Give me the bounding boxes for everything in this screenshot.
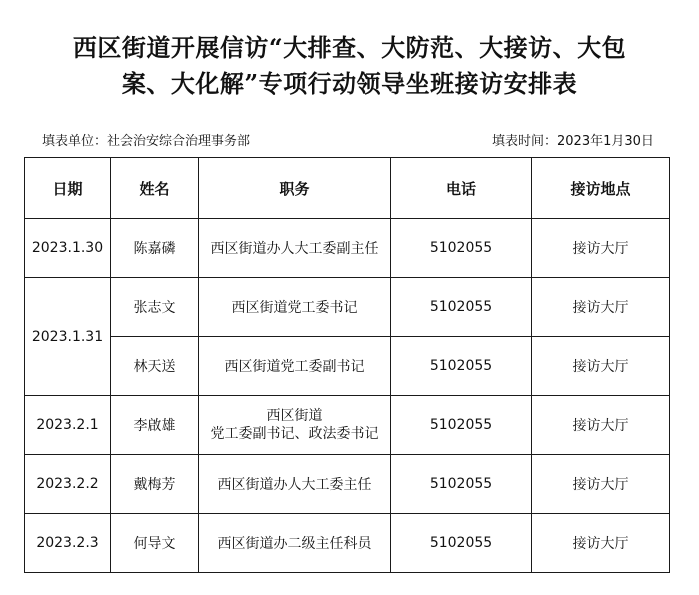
cell-phone: 5102055 [391, 514, 532, 573]
fill-date: 填表时间：2023年1月30日 [492, 134, 654, 149]
cell-name: 戴梅芳 [111, 455, 199, 514]
cell-location: 接访大厅 [532, 455, 670, 514]
cell-position: 西区街道党工委副书记 [199, 337, 391, 396]
cell-position: 西区街道办二级主任科员 [199, 514, 391, 573]
table-row [25, 514, 670, 573]
cell-location: 接访大厅 [532, 337, 670, 396]
title-line-1: 西区街道开展信访“大排查、大防范、大接访、大包 [72, 33, 627, 62]
header-phone: 电话 [391, 158, 532, 219]
title-line-2: 案、大化解”专项行动领导坐班接访安排表 [121, 69, 578, 98]
cell-phone: 5102055 [391, 396, 532, 455]
cell-date: 2023.1.30 [25, 219, 111, 278]
cell-name: 李啟雄 [111, 396, 199, 455]
cell-name: 陈嘉磷 [111, 219, 199, 278]
table-row [25, 396, 670, 455]
table-row [25, 455, 670, 514]
cell-location: 接访大厅 [532, 514, 670, 573]
cell-name: 张志文 [111, 278, 199, 337]
cell-name: 何导文 [111, 514, 199, 573]
cell-position: 西区街道办人大工委主任 [199, 455, 391, 514]
cell-date: 2023.2.3 [25, 514, 111, 573]
cell-phone: 5102055 [391, 278, 532, 337]
filler-unit: 填表单位：社会治安综合治理事务部 [42, 134, 251, 149]
cell-position: 西区街道办人大工委副主任 [199, 219, 391, 278]
position-line-1: 西区街道 [266, 408, 323, 424]
table-row [25, 337, 670, 396]
schedule-table [24, 157, 670, 573]
cell-date: 2023.2.2 [25, 455, 111, 514]
cell-name: 林天送 [111, 337, 199, 396]
cell-position: 西区街道党工委书记 [199, 278, 391, 337]
header-row [25, 158, 670, 219]
header-name: 姓名 [111, 158, 199, 219]
cell-location: 接访大厅 [532, 396, 670, 455]
position-line-2: 党工委副书记、政法委书记 [210, 426, 379, 442]
cell-location: 接访大厅 [532, 278, 670, 337]
header-position: 职务 [199, 158, 391, 219]
cell-date: 2023.2.1 [25, 396, 111, 455]
cell-phone: 5102055 [391, 219, 532, 278]
table-row [25, 278, 670, 337]
document-title [0, 30, 699, 102]
header-location: 接访地点 [532, 158, 670, 219]
table-row [25, 219, 670, 278]
cell-phone: 5102055 [391, 337, 532, 396]
cell-date: 2023.1.31 [25, 278, 111, 396]
cell-location: 接访大厅 [532, 219, 670, 278]
cell-position [199, 396, 391, 455]
cell-phone: 5102055 [391, 455, 532, 514]
header-date: 日期 [25, 158, 111, 219]
